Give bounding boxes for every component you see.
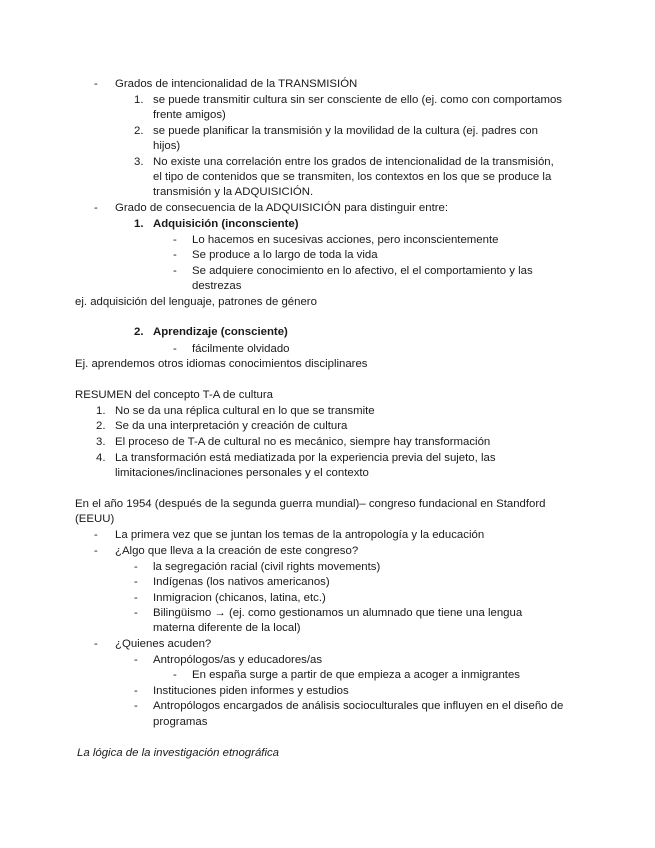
list-item: se puede planificar la transmisión y la movilidad de la cultura (ej. padres con xyxy=(153,125,538,137)
section-title-logica: La lógica de la investigación etnográfica xyxy=(77,747,280,759)
list-item: El proceso de T-A de cultural no es mecánico, siempre hay transformación xyxy=(115,436,491,448)
list-item: Inmigracion (chicanos, latina, etc.) xyxy=(153,592,326,604)
bullet-dash: - xyxy=(134,685,138,697)
list-item: Lo hacemos en sucesivas acciones, pero inconscientemente xyxy=(192,234,499,246)
list-item: destrezas xyxy=(192,280,242,292)
list-number: 3. xyxy=(96,436,106,448)
list-item: No existe una correlación entre los grados de intencionalidad de la transmisión, xyxy=(153,156,554,168)
bullet-dash: - xyxy=(94,529,98,541)
list-item: ¿Quienes acuden? xyxy=(115,638,212,650)
list-number: 4. xyxy=(96,452,106,464)
list-item: Se produce a lo largo de toda la vida xyxy=(192,249,378,261)
bullet-dash: - xyxy=(94,78,98,90)
bullet-dash: - xyxy=(134,654,138,666)
list-item: la segregación racial (civil rights movements) xyxy=(153,561,381,573)
list-number: 1. xyxy=(96,405,106,417)
list-item: Se da una interpretación y creación de cultura xyxy=(115,420,348,432)
section-heading-transmision: Grados de intencionalidad de la TRANSMISIÓN xyxy=(115,78,358,90)
list-item: transmisión y la ADQUISICIÓN. xyxy=(153,186,314,198)
list-number: 1. xyxy=(134,218,144,230)
list-item: hijos) xyxy=(153,140,181,152)
section-heading-adquisicion: Grado de consecuencia de la ADQUISICIÓN para distinguir entre: xyxy=(115,202,449,214)
subheading-aprendizaje: Aprendizaje (consciente) xyxy=(153,326,288,338)
list-item: Bilingüismo → (ej. como gestionamos un alumnado que tiene una lengua xyxy=(153,607,523,619)
subheading-adquisicion: Adquisición (inconsciente) xyxy=(153,218,299,230)
bullet-dash: - xyxy=(173,343,177,355)
bullet-dash: - xyxy=(134,592,138,604)
list-item: No se da una réplica cultural en lo que se transmite xyxy=(115,405,375,417)
bullet-dash: - xyxy=(94,202,98,214)
list-item: el tipo de contenidos que se transmiten, los contextos en los que se produce la xyxy=(153,171,552,183)
list-item: Antropólogos encargados de análisis socioculturales que influyen en el diseño de xyxy=(153,700,564,712)
paragraph-congreso: En el año 1954 (después de la segunda guerra mundial)– congreso fundacional en Standford xyxy=(75,498,546,510)
list-item: En españa surge a partir de que empieza a acoger a inmigrantes xyxy=(192,669,520,681)
example-text: Ej. aprendemos otros idiomas conocimientos disciplinares xyxy=(75,358,368,370)
list-number: 2. xyxy=(96,420,106,432)
list-item: Instituciones piden informes y estudios xyxy=(153,685,349,697)
bullet-dash: - xyxy=(94,638,98,650)
list-number: 2. xyxy=(134,125,144,137)
list-item: Se adquiere conocimiento en lo afectivo, el el comportamiento y las xyxy=(192,265,533,277)
bullet-dash: - xyxy=(173,234,177,246)
list-item: La transformación está mediatizada por la experiencia previa del sujeto, las xyxy=(115,452,496,464)
list-item: se puede transmitir cultura sin ser consciente de ello (ej. como con comportamos xyxy=(153,94,562,106)
bullet-dash: - xyxy=(173,265,177,277)
list-item: Antropólogos/as y educadores/as xyxy=(153,654,323,666)
example-text: ej. adquisición del lenguaje, patrones de género xyxy=(75,296,317,308)
bullet-dash: - xyxy=(94,545,98,557)
paragraph-congreso: (EEUU) xyxy=(75,513,115,525)
section-heading-resumen: RESUMEN del concepto T-A de cultura xyxy=(75,389,273,401)
list-item: fácilmente olvidado xyxy=(192,343,290,355)
list-item: Indígenas (los nativos americanos) xyxy=(153,576,330,588)
list-number: 1. xyxy=(134,94,144,106)
bullet-dash: - xyxy=(134,561,138,573)
list-item: ¿Algo que lleva a la creación de este congreso? xyxy=(115,545,359,557)
list-item: materna diferente de la local) xyxy=(153,622,301,634)
bullet-dash: - xyxy=(173,669,177,681)
bullet-dash: - xyxy=(173,249,177,261)
list-item: frente amigos) xyxy=(153,109,226,121)
bullet-dash: - xyxy=(134,700,138,712)
bullet-dash: - xyxy=(134,607,138,619)
bullet-dash: - xyxy=(134,576,138,588)
list-item: programas xyxy=(153,716,208,728)
list-item: La primera vez que se juntan los temas de la antropología y la educación xyxy=(115,529,485,541)
list-item: limitaciones/inclinaciones personales y el contexto xyxy=(115,467,369,479)
list-number: 3. xyxy=(134,156,144,168)
list-number: 2. xyxy=(134,326,144,338)
